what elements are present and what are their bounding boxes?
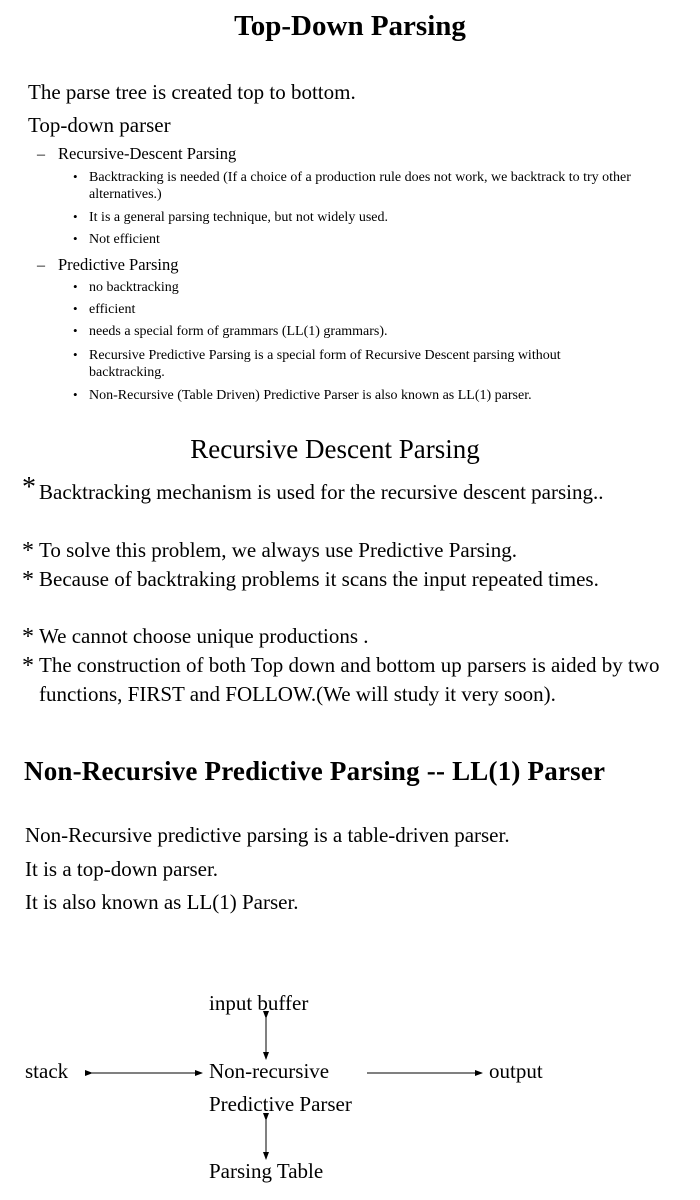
section-title: Recursive Descent Parsing <box>190 434 480 464</box>
bullet-item: Non-Recursive (Table Driven) Predictive Parser is also known as LL(1) parser. <box>89 388 532 403</box>
bullet-marker: • <box>73 387 78 402</box>
bullet-marker: • <box>73 279 78 294</box>
parser-label-line2: Predictive Parser <box>209 1092 352 1116</box>
bullet-item: Not efficient <box>89 232 160 247</box>
body-line: It is also known as LL(1) Parser. <box>25 890 299 914</box>
star-marker: * <box>22 538 34 564</box>
bullet-marker: • <box>73 231 78 246</box>
body-line: It is a top-down parser. <box>25 857 219 881</box>
point-item: Because of backtraking problems it scans the input repeated times. <box>39 567 599 591</box>
point-item: The construction of both Top down and bottom up parsers is aided by two functions, FIRST and FOLLOW.(We will study it very soon). <box>39 653 660 706</box>
bullet-marker: • <box>73 169 78 184</box>
parsing-table-label: Parsing Table <box>209 1159 324 1183</box>
parser-label-line1: Non-recursive <box>209 1059 330 1083</box>
star-marker: * <box>22 567 34 593</box>
body-line: Non-Recursive predictive parsing is a table-driven parser. <box>25 823 510 847</box>
section-title: Non-Recursive Predictive Parsing -- LL(1) Parser <box>24 756 606 786</box>
bullet-item: Backtracking is needed (If a choice of a production rule does not work, we backtrack to try other alternatives.) <box>89 170 631 202</box>
star-marker: * <box>22 472 36 503</box>
output-label: output <box>489 1059 543 1083</box>
intro-text: The parse tree is created top to bottom. <box>28 80 356 104</box>
point-item: To solve this problem, we always use Predictive Parsing. <box>39 538 517 562</box>
bullet-item: efficient <box>89 302 136 317</box>
bullet-marker: • <box>73 209 78 224</box>
point-item: Backtracking mechanism is used for the recursive descent parsing.. <box>39 480 604 504</box>
bullet-marker: • <box>73 301 78 316</box>
bullet-item: Recursive Predictive Parsing is a special form of Recursive Descent parsing without backtracking. <box>89 348 561 380</box>
stack-label: stack <box>25 1059 69 1083</box>
group-label: Predictive Parsing <box>58 255 179 274</box>
dash-marker: – <box>37 146 45 163</box>
star-marker: * <box>22 624 34 650</box>
bullet-marker: • <box>73 323 78 338</box>
bullet-item: needs a special form of grammars (LL(1) grammars). <box>89 324 388 339</box>
bullet-item: It is a general parsing technique, but not widely used. <box>89 210 388 225</box>
input-buffer-label: input buffer <box>209 991 309 1015</box>
page-title: Top-Down Parsing <box>234 10 466 42</box>
group-label: Recursive-Descent Parsing <box>58 144 237 163</box>
star-marker: * <box>22 653 34 679</box>
bullet-marker: • <box>73 347 78 362</box>
point-item: We cannot choose unique productions . <box>39 624 369 648</box>
bullet-item: no backtracking <box>89 280 179 295</box>
dash-marker: – <box>37 257 45 274</box>
subheading: Top-down parser <box>28 113 171 137</box>
